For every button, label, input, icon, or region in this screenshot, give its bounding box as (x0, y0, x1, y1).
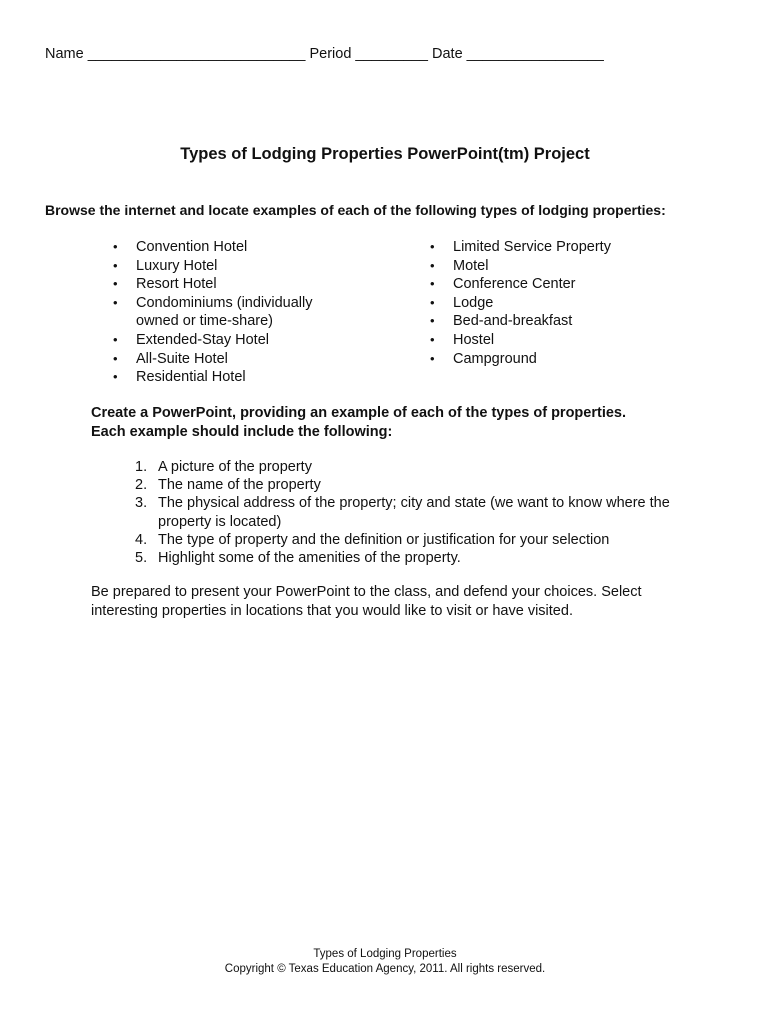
footer-title: Types of Lodging Properties (313, 948, 457, 960)
list-item: • Residential Hotel (113, 368, 343, 387)
list-item (135, 458, 695, 476)
list-item: • Conference Center (430, 275, 660, 294)
page-title: Types of Lodging Properties PowerPoint(tm) Project (180, 145, 590, 163)
item-text: The physical address of the property; city and state (we want to know where the property is located) (158, 495, 670, 530)
task-heading (91, 404, 691, 442)
list-item: • Bed-and-breakfast (430, 312, 660, 331)
item-number: 2. (135, 477, 148, 494)
list-item: • Limited Service Property (430, 238, 660, 257)
list-item: • Lodge (430, 294, 660, 313)
list-item: • Campground (430, 350, 660, 369)
student-info-line: Name ___________________________ Period _________ Date _________________ (45, 46, 604, 62)
property-list-right (430, 238, 660, 368)
item-text: The type of property and the definition or justification for your selection (158, 531, 610, 548)
list-item: • Convention Hotel (113, 238, 343, 257)
property-list-left (113, 238, 343, 387)
list-item (135, 494, 695, 530)
task-heading-line: Create a PowerPoint, providing an example of each of the types of properties. (91, 405, 627, 421)
list-item (135, 531, 695, 549)
closing-paragraph: Be prepared to present your PowerPoint to the class, and defend your choices. Select interesting properties in locations that you would like to visit or have visited. (91, 584, 642, 619)
list-item: • Motel (430, 257, 660, 276)
item-number: 3. (135, 495, 148, 512)
list-item: • Resort Hotel (113, 275, 343, 294)
requirements-list (135, 458, 695, 567)
list-item: • Hostel (430, 331, 660, 350)
item-text: Highlight some of the amenities of the property. (158, 550, 461, 567)
page-footer (0, 947, 770, 977)
task-heading-line: Each example should include the following: (91, 424, 393, 440)
instruction-text: Browse the internet and locate examples of each of the following types of lodging properties: (45, 202, 666, 218)
list-item: • Extended-Stay Hotel (113, 331, 343, 350)
item-number: 4. (135, 531, 148, 548)
list-item: • All-Suite Hotel (113, 350, 343, 369)
list-item (135, 549, 695, 567)
item-text: The name of the property (158, 477, 321, 494)
item-text: A picture of the property (158, 459, 312, 475)
list-item (135, 476, 695, 494)
list-item: • Luxury Hotel (113, 257, 343, 276)
item-number: 5. (135, 550, 148, 567)
footer-copyright: Copyright © Texas Education Agency, 2011. All rights reserved. (224, 963, 546, 975)
item-number: 1. (135, 459, 148, 475)
list-item: • Condominiums (individually owned or time-share) (113, 294, 343, 331)
